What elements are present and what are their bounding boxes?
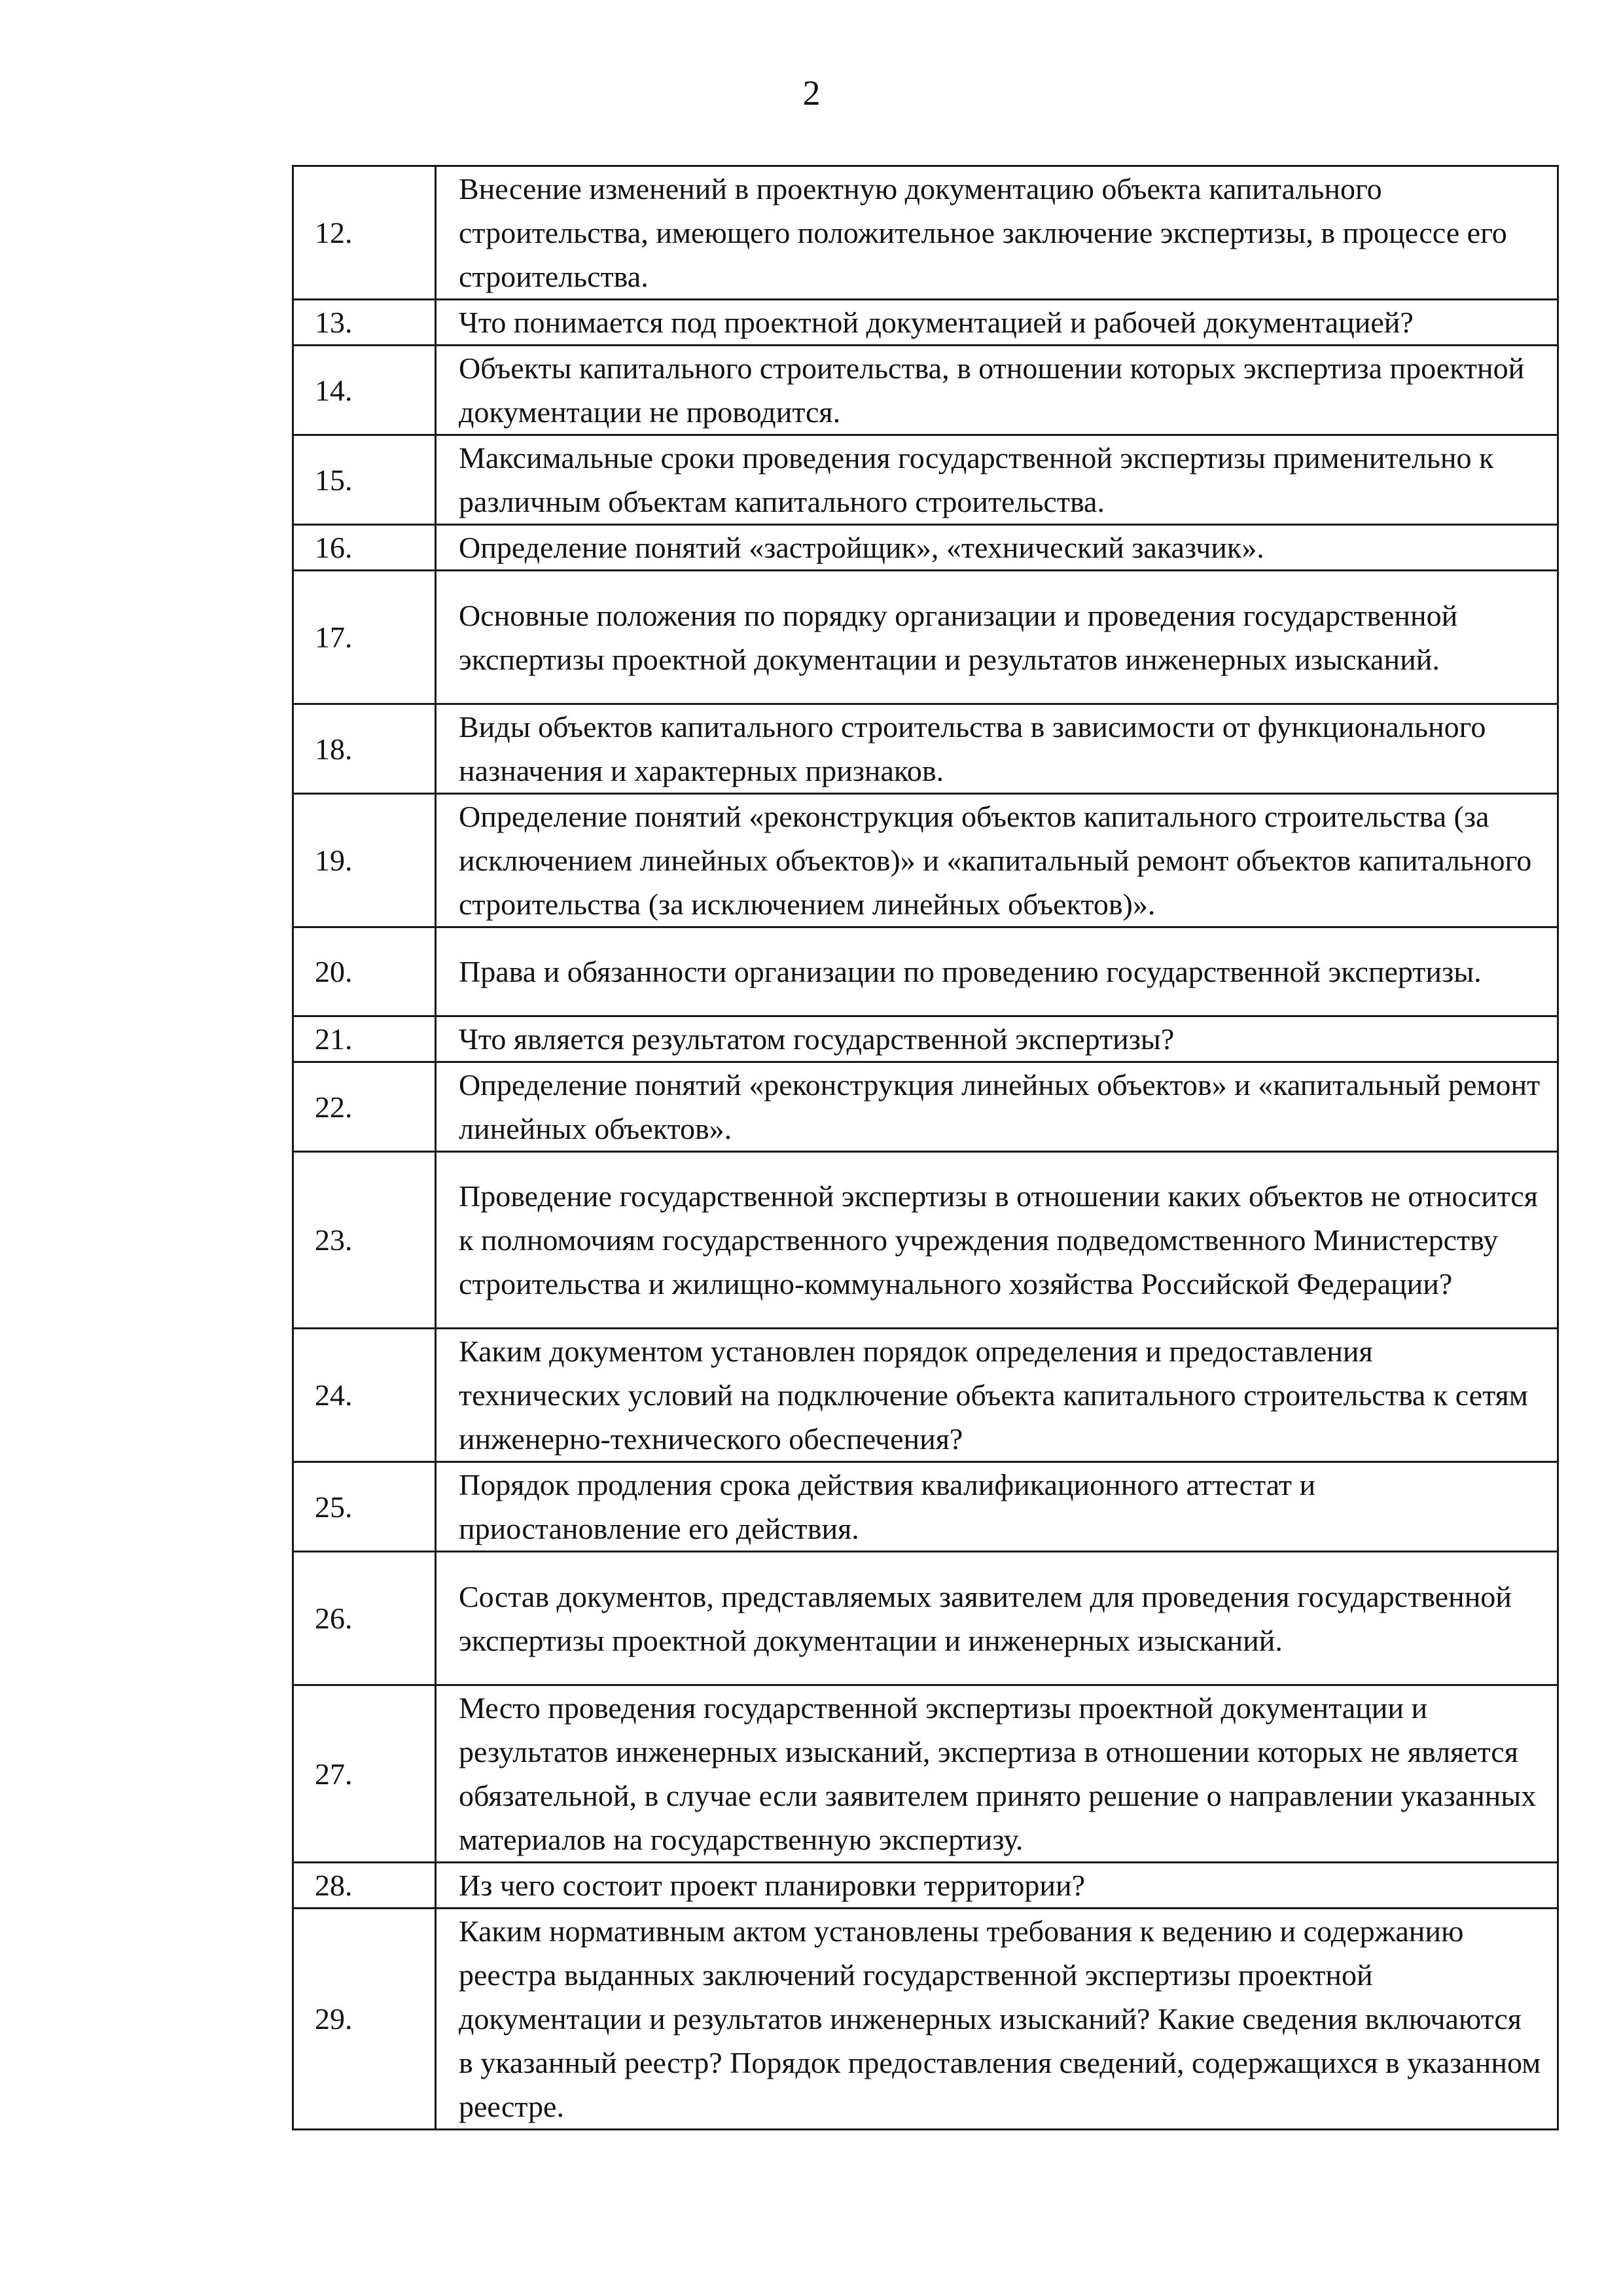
row-text: Место проведения государственной экспертизы проектной документации и результатов инженерных изысканий, экспертиза в отношении которых не является обязательной, в случае если заявителем принято решение о направлении указанных материалов на государственную экспертизу. bbox=[436, 1685, 1558, 1863]
row-text: Определение понятий «застройщик», «технический заказчик». bbox=[436, 525, 1558, 571]
row-number: 15. bbox=[293, 435, 436, 525]
row-number: 29. bbox=[293, 1909, 436, 2130]
row-number: 16. bbox=[293, 525, 436, 571]
row-number: 19. bbox=[293, 794, 436, 927]
table-row bbox=[293, 346, 1558, 435]
row-text: Определение понятий «реконструкция объектов капитального строительства (за исключением линейных объектов)» и «капитальный ремонт объектов капитального строительства (за исключением линейных объектов)». bbox=[436, 794, 1558, 927]
row-text: Порядок продления срока действия квалификационного аттестат и приостановление его действия. bbox=[436, 1462, 1558, 1552]
table-row bbox=[293, 704, 1558, 794]
row-number: 17. bbox=[293, 571, 436, 704]
row-text: Права и обязанности организации по проведению государственной экспертизы. bbox=[436, 927, 1558, 1016]
row-text: Основные положения по порядку организации и проведения государственной экспертизы проектной документации и результатов инженерных изысканий. bbox=[436, 571, 1558, 704]
row-text: Проведение государственной экспертизы в отношении каких объектов не относится к полномочиям государственного учреждения подведомственного Министерству строительства и жилищно-коммунального хозяйства Российской Федерации? bbox=[436, 1152, 1558, 1329]
questions-table bbox=[292, 165, 1559, 2130]
row-text: Из чего состоит проект планировки территории? bbox=[436, 1863, 1558, 1909]
row-number: 14. bbox=[293, 346, 436, 435]
table-row bbox=[293, 435, 1558, 525]
row-text: Виды объектов капитального строительства в зависимости от функционального назначения и характерных признаков. bbox=[436, 704, 1558, 794]
row-text: Каким документом установлен порядок определения и предоставления технических условий на подключение объекта капитального строительства к сетям инженерно-технического обеспечения? bbox=[436, 1329, 1558, 1462]
table-row bbox=[293, 1685, 1558, 1863]
row-number: 28. bbox=[293, 1863, 436, 1909]
row-number: 22. bbox=[293, 1062, 436, 1152]
table-row bbox=[293, 1062, 1558, 1152]
row-number: 27. bbox=[293, 1685, 436, 1863]
table-row bbox=[293, 794, 1558, 927]
row-number: 20. bbox=[293, 927, 436, 1016]
row-text: Максимальные сроки проведения государственной экспертизы применительно к различным объектам капитального строительства. bbox=[436, 435, 1558, 525]
row-text: Что понимается под проектной документацией и рабочей документацией? bbox=[436, 300, 1558, 346]
row-number: 13. bbox=[293, 300, 436, 346]
table-row bbox=[293, 1329, 1558, 1462]
row-text: Объекты капитального строительства, в отношении которых экспертиза проектной документации не проводится. bbox=[436, 346, 1558, 435]
table-row bbox=[293, 525, 1558, 571]
table-row bbox=[293, 927, 1558, 1016]
table-row bbox=[293, 1909, 1558, 2130]
table-row bbox=[293, 1016, 1558, 1062]
table-row bbox=[293, 571, 1558, 704]
row-number: 25. bbox=[293, 1462, 436, 1552]
row-number: 23. bbox=[293, 1152, 436, 1329]
table-row bbox=[293, 300, 1558, 346]
row-text: Внесение изменений в проектную документацию объекта капитального строительства, имеющего положительное заключение экспертизы, в процессе его строительства. bbox=[436, 166, 1558, 300]
row-number: 18. bbox=[293, 704, 436, 794]
row-number: 24. bbox=[293, 1329, 436, 1462]
table-row bbox=[293, 1552, 1558, 1685]
table-row bbox=[293, 1152, 1558, 1329]
row-text: Состав документов, представляемых заявителем для проведения государственной экспертизы проектной документации и инженерных изысканий. bbox=[436, 1552, 1558, 1685]
table-row bbox=[293, 166, 1558, 300]
row-text: Каким нормативным актом установлены требования к ведению и содержанию реестра выданных заключений государственной экспертизы проектной документации и результатов инженерных изысканий? Какие сведения включаются в указанный реестр? Порядок предоставления сведений, содержащихся в указанном реестре. bbox=[436, 1909, 1558, 2130]
row-text: Что является результатом государственной экспертизы? bbox=[436, 1016, 1558, 1062]
page-number: 2 bbox=[802, 73, 821, 113]
table-row bbox=[293, 1863, 1558, 1909]
row-text: Определение понятий «реконструкция линейных объектов» и «капитальный ремонт линейных объектов». bbox=[436, 1062, 1558, 1152]
row-number: 26. bbox=[293, 1552, 436, 1685]
table-row bbox=[293, 1462, 1558, 1552]
row-number: 12. bbox=[293, 166, 436, 300]
row-number: 21. bbox=[293, 1016, 436, 1062]
